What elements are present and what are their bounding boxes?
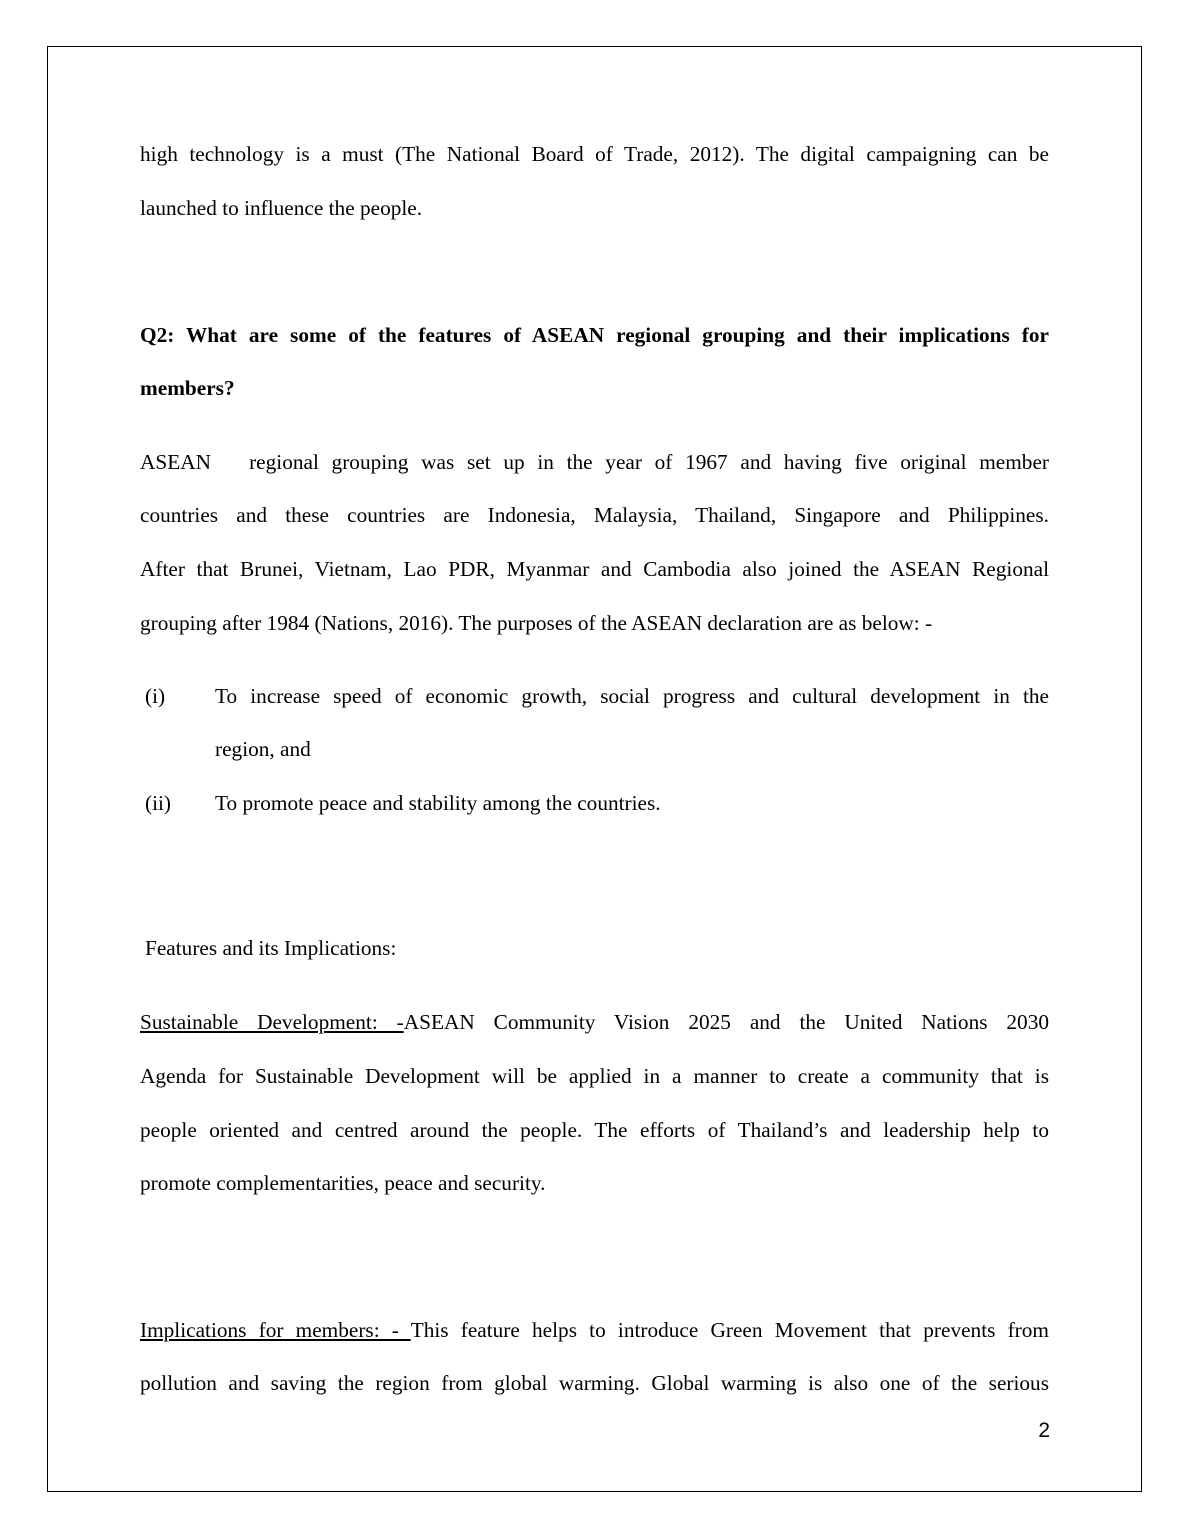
section-heading: Features and its Implications: <box>145 936 397 960</box>
question-heading-line: Q2: What are some of the features of ASEAN regional grouping and their implications for <box>140 323 1049 347</box>
paragraph-line: high technology is a must (The National Board of Trade, 2012). The digital campaigning can be <box>140 142 1049 166</box>
list-number: (ii) <box>145 791 172 815</box>
subheading-label: Sustainable Development: - <box>140 1010 404 1034</box>
paragraph-line: pollution and saving the region from global warming. Global warming is also one of the serious <box>140 1371 1049 1395</box>
paragraph-line <box>140 1008 1049 1036</box>
paragraph-text: ASEAN Community Vision 2025 and the United Nations 2030 <box>403 1010 1050 1034</box>
paragraph-line: Agenda for Sustainable Development will be applied in a manner to create a community that is <box>140 1064 1049 1088</box>
paragraph-text: This feature helps to introduce Green Movement that prevents from <box>410 1318 1049 1342</box>
page-border <box>47 46 1142 1492</box>
question-heading-line: members? <box>140 376 235 400</box>
paragraph-line: launched to influence the people. <box>140 196 423 220</box>
paragraph-line: promote complementarities, peace and security. <box>140 1171 546 1195</box>
paragraph-line: people oriented and centred around the people. The efforts of Thailand’s and leadership help to <box>140 1118 1049 1142</box>
page-number: 2 <box>1038 1419 1050 1442</box>
paragraph-line: After that Brunei, Vietnam, Lao PDR, Myanmar and Cambodia also joined the ASEAN Regional <box>140 557 1049 581</box>
list-item-line: To increase speed of economic growth, social progress and cultural development in the <box>215 684 1049 708</box>
list-number: (i) <box>145 684 166 708</box>
paragraph-line: ASEAN regional grouping was set up in the year of 1967 and having five original member <box>140 450 1049 474</box>
list-item-line: region, and <box>215 737 311 761</box>
paragraph-line: countries and these countries are Indonesia, Malaysia, Thailand, Singapore and Philippines. <box>140 503 1049 527</box>
list-item-line: To promote peace and stability among the countries. <box>215 791 661 815</box>
subheading-label: Implications for members: - <box>140 1318 411 1342</box>
paragraph-line: grouping after 1984 (Nations, 2016). The purposes of the ASEAN declaration are as below: - <box>140 611 933 635</box>
paragraph-line <box>140 1316 1049 1344</box>
